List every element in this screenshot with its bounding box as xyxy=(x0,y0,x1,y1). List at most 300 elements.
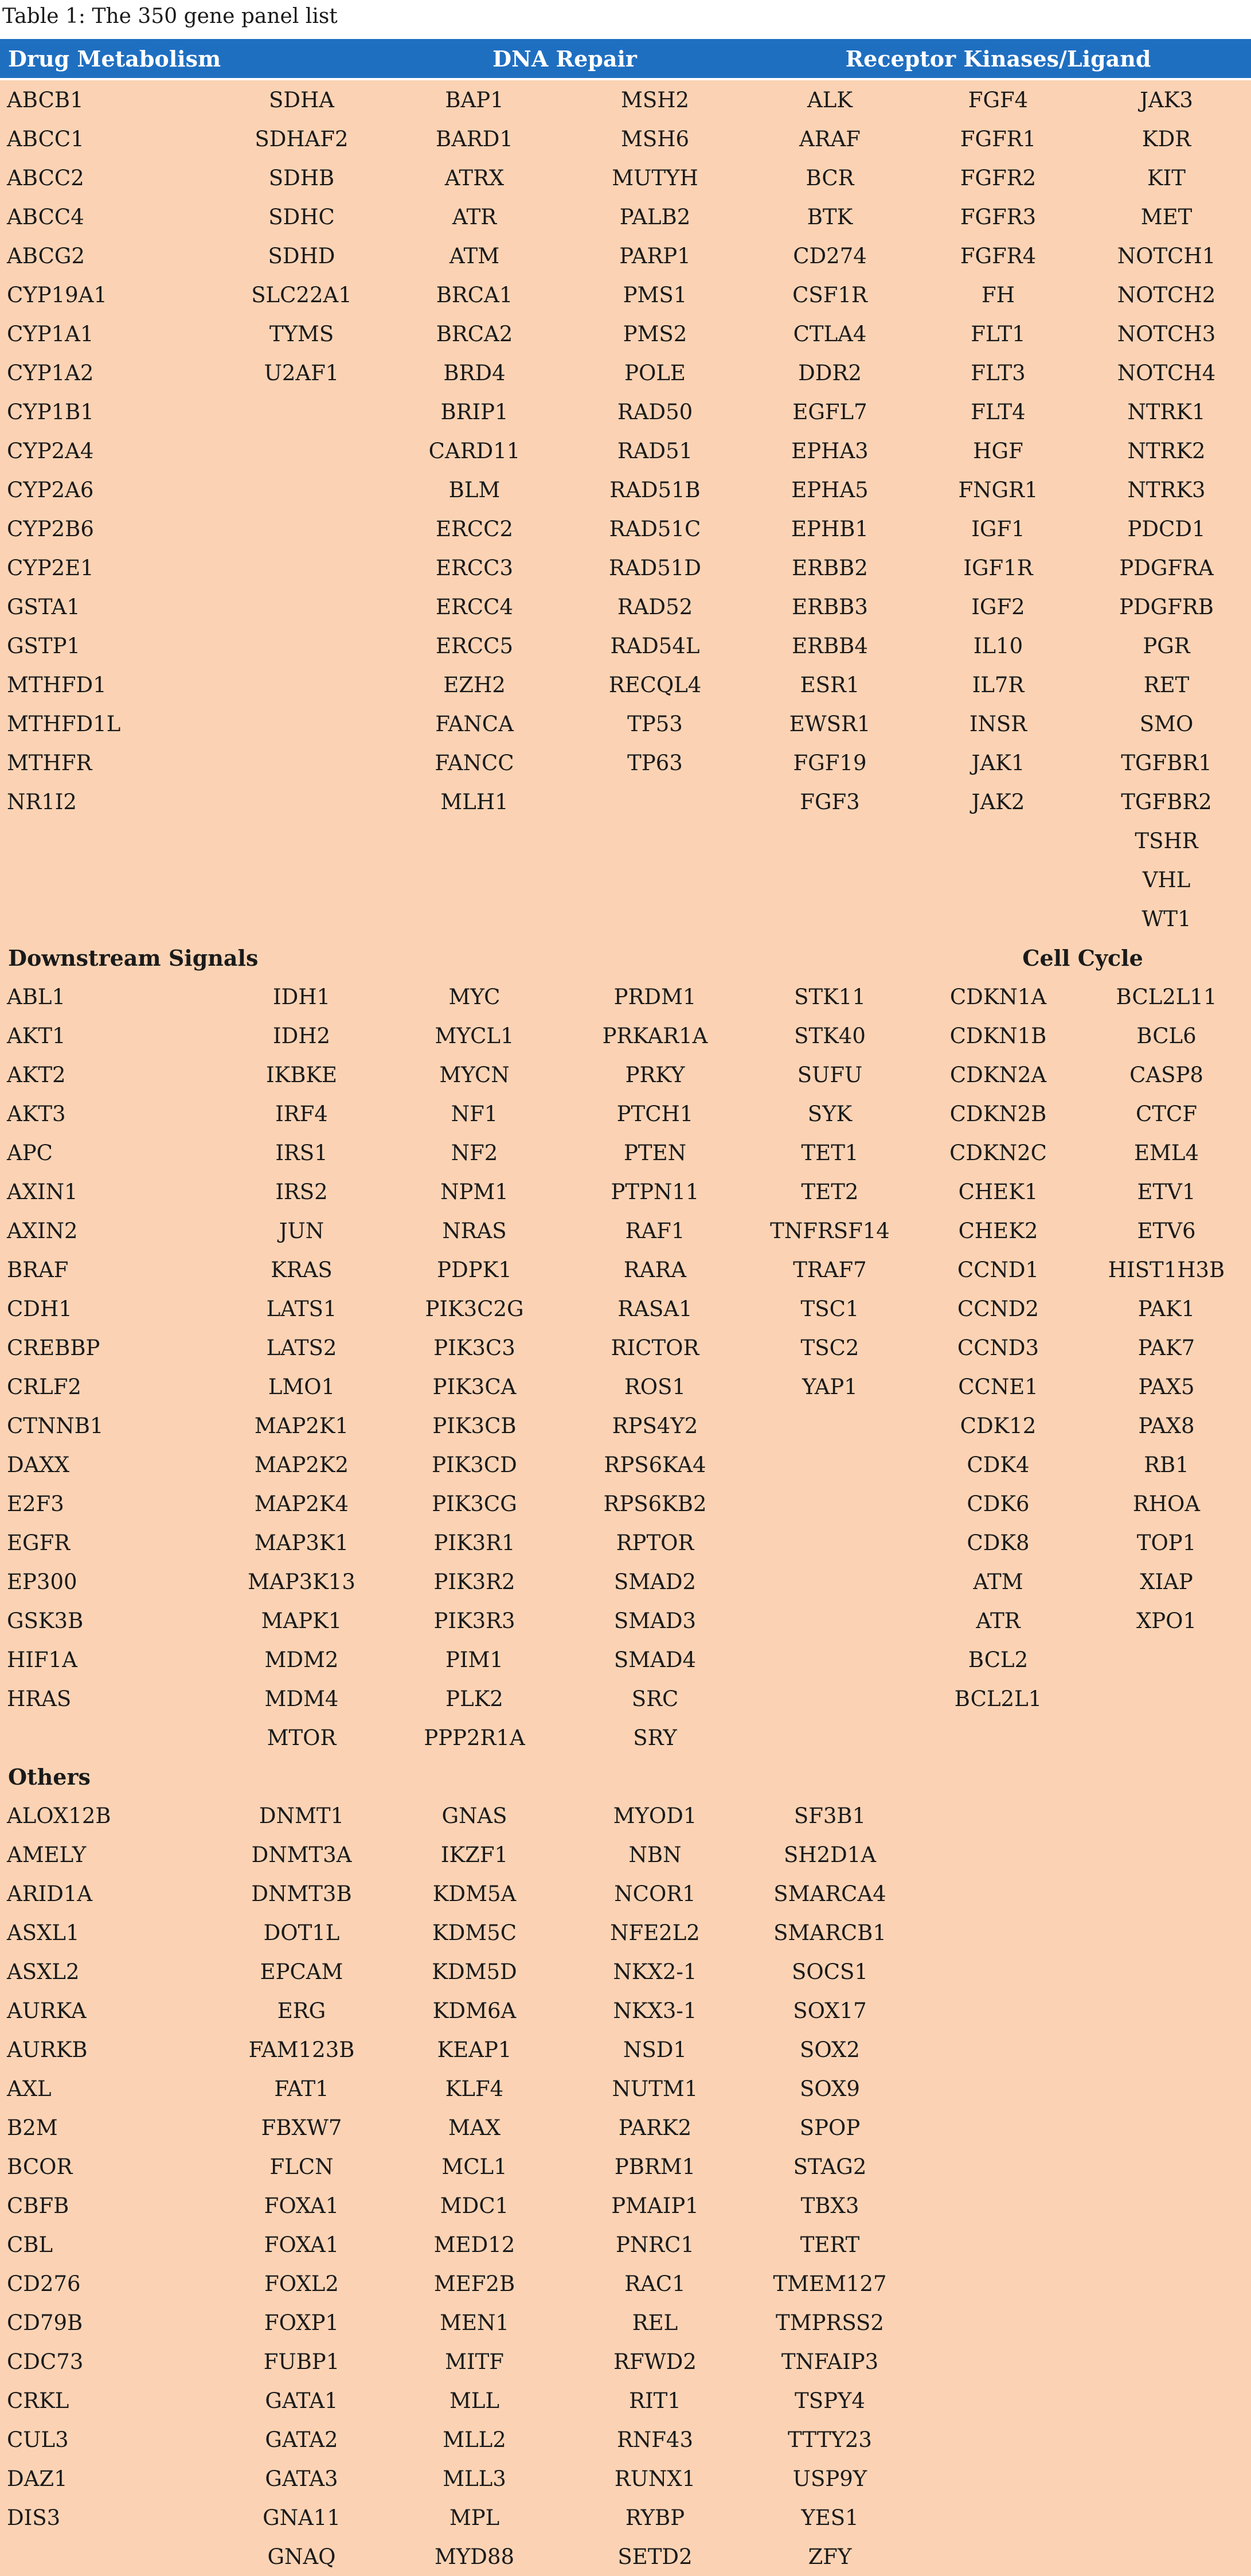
gene-cell: INSR xyxy=(969,711,1027,736)
table-row xyxy=(0,782,1251,821)
gene-cell: MLL xyxy=(449,2388,500,2413)
group-others-section xyxy=(0,1796,1251,2576)
gene-cell: MYCN xyxy=(439,1062,510,1087)
table-row xyxy=(0,587,1251,626)
gene-cell: ERG xyxy=(277,1998,326,2023)
gene-cell: TGFBR2 xyxy=(1121,789,1212,814)
gene-cell: RAD52 xyxy=(617,594,693,619)
gene-cell: SMAD4 xyxy=(613,1647,697,1672)
gene-cell xyxy=(914,1913,1082,1952)
gene-cell: SOCS1 xyxy=(792,1959,868,1984)
gene-cell: ATR xyxy=(976,1608,1021,1633)
gene-cell: NTRK1 xyxy=(1127,399,1206,424)
gene-cell xyxy=(219,392,384,431)
gene-cell: NF2 xyxy=(451,1140,498,1165)
gene-cell: ERBB3 xyxy=(792,594,868,619)
gene-cell: SF3B1 xyxy=(793,1803,866,1828)
gene-cell: RAC1 xyxy=(624,2271,686,2296)
header-drug-metabolism: Drug Metabolism xyxy=(0,39,384,79)
gene-cell xyxy=(384,821,565,860)
gene-cell: CBL xyxy=(7,2232,53,2257)
gene-cell: KLF4 xyxy=(445,2076,504,2101)
table-row xyxy=(0,1016,1251,1055)
gene-cell: ERCC2 xyxy=(435,516,514,541)
gene-cell: RICTOR xyxy=(611,1335,699,1360)
gene-cell: NTRK3 xyxy=(1127,477,1206,502)
gene-cell: MYD88 xyxy=(434,2544,515,2569)
gene-cell xyxy=(914,2108,1082,2147)
gene-cell: IDH1 xyxy=(272,984,331,1009)
gene-cell: SDHC xyxy=(268,204,335,229)
gene-cell: KDR xyxy=(1141,126,1191,151)
table-row xyxy=(0,1991,1251,2030)
gene-cell: MLH1 xyxy=(440,789,509,814)
gene-cell: LATS2 xyxy=(266,1335,337,1360)
gene-cell: RAD51D xyxy=(609,555,701,580)
gene-cell: CD276 xyxy=(7,2271,81,2296)
gene-cell: KDM6A xyxy=(432,1998,517,2023)
gene-cell: IRS1 xyxy=(275,1140,328,1165)
gene-cell: CHEK1 xyxy=(958,1179,1038,1204)
group-receptor-section xyxy=(0,79,1251,938)
gene-cell: FLCN xyxy=(269,2154,334,2179)
gene-cell: GATA1 xyxy=(265,2388,338,2413)
gene-cell: PLK2 xyxy=(445,1686,503,1711)
table-row xyxy=(0,392,1251,431)
gene-cell: ATRX xyxy=(444,165,505,190)
table-row xyxy=(0,2303,1251,2342)
gene-cell xyxy=(219,743,384,782)
gene-cell: RECQL4 xyxy=(608,672,702,697)
gene-cell xyxy=(565,899,745,938)
gene-cell: REL xyxy=(632,2310,678,2335)
gene-cell xyxy=(1082,1835,1251,1874)
gene-cell: NFE2L2 xyxy=(610,1920,700,1945)
gene-cell: PRKAR1A xyxy=(602,1023,708,1048)
gene-cell: CARD11 xyxy=(428,438,521,463)
gene-cell: DNMT3B xyxy=(251,1881,352,1906)
gene-cell: ARAF xyxy=(799,126,861,151)
gene-cell xyxy=(914,2030,1082,2069)
gene-cell: CCND3 xyxy=(957,1335,1039,1360)
gene-cell: MTHFD1 xyxy=(7,672,107,697)
gene-cell: RYBP xyxy=(625,2505,685,2530)
table-row xyxy=(0,1133,1251,1172)
gene-cell: BRCA1 xyxy=(436,282,513,307)
gene-cell: TSC1 xyxy=(800,1296,859,1321)
gene-cell xyxy=(219,665,384,704)
table-row xyxy=(0,1796,1251,1835)
gene-cell: EPCAM xyxy=(260,1959,343,1984)
gene-cell: IRF4 xyxy=(275,1101,328,1126)
gene-cell: FANCA xyxy=(435,711,514,736)
gene-cell: CDK12 xyxy=(960,1413,1037,1438)
gene-cell: NPM1 xyxy=(440,1179,509,1204)
table-header-row xyxy=(0,39,1251,79)
gene-cell: BCL2 xyxy=(968,1647,1029,1672)
gene-cell: PGR xyxy=(1143,633,1190,658)
gene-cell: APC xyxy=(7,1140,53,1165)
gene-cell: MPL xyxy=(449,2505,500,2530)
gene-cell xyxy=(219,899,384,938)
gene-cell xyxy=(914,860,1082,899)
gene-cell: MAPK1 xyxy=(261,1608,342,1633)
table-row xyxy=(0,509,1251,548)
gene-cell xyxy=(914,2069,1082,2108)
table-row xyxy=(0,1835,1251,1874)
gene-cell: ABCB1 xyxy=(7,87,84,112)
gene-cell: MYC xyxy=(448,984,501,1009)
gene-cell: RAD50 xyxy=(617,399,693,424)
gene-cell: MUTYH xyxy=(612,165,698,190)
gene-cell: HIF1A xyxy=(7,1647,77,1672)
gene-cell: EWSR1 xyxy=(789,711,871,736)
gene-cell: DDR2 xyxy=(798,360,862,385)
gene-cell: FAM123B xyxy=(248,2037,355,2062)
gene-cell: NOTCH2 xyxy=(1117,282,1216,307)
gene-cell: CRKL xyxy=(7,2388,69,2413)
gene-cell: BTK xyxy=(807,204,853,229)
gene-cell xyxy=(1082,2108,1251,2147)
section-row-downstream xyxy=(0,938,1251,977)
gene-cell xyxy=(1082,1952,1251,1991)
gene-cell: FOXA1 xyxy=(264,2193,339,2218)
gene-cell: CTLA4 xyxy=(793,321,867,346)
gene-cell xyxy=(0,899,219,938)
gene-cell: EML4 xyxy=(1134,1140,1199,1165)
gene-cell: RAF1 xyxy=(625,1218,685,1243)
gene-cell xyxy=(219,509,384,548)
table-row xyxy=(0,79,1251,119)
gene-cell: DNMT3A xyxy=(251,1842,352,1867)
gene-cell xyxy=(384,860,565,899)
gene-cell: PIK3C2G xyxy=(425,1296,524,1321)
gene-cell: ERCC3 xyxy=(435,555,514,580)
gene-cell: USP9Y xyxy=(792,2466,867,2491)
gene-cell: TGFBR1 xyxy=(1121,750,1212,775)
gene-cell: SMAD3 xyxy=(613,1608,697,1633)
gene-cell: CYP1B1 xyxy=(7,399,94,424)
gene-cell: XPO1 xyxy=(1136,1608,1197,1633)
gene-cell: SPOP xyxy=(799,2115,861,2140)
gene-cell: E2F3 xyxy=(7,1491,64,1516)
gene-cell: PNRC1 xyxy=(616,2232,694,2257)
gene-cell: JAK2 xyxy=(971,789,1025,814)
gene-cell xyxy=(1082,1679,1251,1718)
gene-cell: TMPRSS2 xyxy=(776,2310,884,2335)
gene-cell: STK11 xyxy=(794,984,866,1009)
gene-cell: IRS2 xyxy=(275,1179,328,1204)
table-row xyxy=(0,743,1251,782)
table-row xyxy=(0,470,1251,509)
gene-cell: CYP2E1 xyxy=(7,555,94,580)
gene-cell: PARK2 xyxy=(618,2115,692,2140)
gene-cell: CCND1 xyxy=(957,1257,1039,1282)
table-caption: Table 1: The 350 gene panel list xyxy=(0,0,1251,39)
gene-cell: VHL xyxy=(1142,867,1191,892)
gene-cell: ALOX12B xyxy=(7,1803,111,1828)
gene-cell: GNAQ xyxy=(267,2544,336,2569)
gene-cell xyxy=(914,2264,1082,2303)
gene-cell: EPHB1 xyxy=(791,516,869,541)
gene-cell: RPS4Y2 xyxy=(612,1413,698,1438)
gene-cell: FGFR2 xyxy=(960,165,1037,190)
gene-cell: PAX8 xyxy=(1138,1413,1195,1438)
table-row xyxy=(0,548,1251,587)
gene-cell: ARID1A xyxy=(7,1881,93,1906)
gene-cell: ZFY xyxy=(808,2544,852,2569)
gene-cell xyxy=(745,1718,914,1757)
gene-cell: FUBP1 xyxy=(263,2349,340,2374)
gene-cell xyxy=(745,1601,914,1640)
gene-cell: AKT2 xyxy=(7,1062,66,1087)
gene-cell: DIS3 xyxy=(7,2505,61,2530)
gene-cell: CYP1A1 xyxy=(7,321,94,346)
gene-cell: PRKY xyxy=(625,1062,685,1087)
gene-cell: CDH1 xyxy=(7,1296,72,1321)
gene-cell: LATS1 xyxy=(266,1296,337,1321)
gene-cell: FLT1 xyxy=(971,321,1026,346)
gene-cell: MSH6 xyxy=(620,126,690,151)
gene-cell: CHEK2 xyxy=(958,1218,1038,1243)
gene-cell: EPHA3 xyxy=(791,438,869,463)
section-others: Others xyxy=(8,1763,91,1790)
gene-cell xyxy=(914,1835,1082,1874)
table-row xyxy=(0,2225,1251,2264)
table-row xyxy=(0,314,1251,353)
gene-cell: KRAS xyxy=(271,1257,333,1282)
gene-cell: SOX9 xyxy=(800,2076,860,2101)
table-row xyxy=(0,1367,1251,1406)
gene-cell: NBN xyxy=(628,1842,682,1867)
table-row xyxy=(0,431,1251,470)
gene-cell: PMS2 xyxy=(623,321,687,346)
gene-cell: NF1 xyxy=(451,1101,498,1126)
table-row xyxy=(0,1562,1251,1601)
gene-cell: RFWD2 xyxy=(613,2349,697,2374)
gene-cell xyxy=(914,2147,1082,2186)
gene-cell xyxy=(1082,1991,1251,2030)
gene-cell: MEF2B xyxy=(433,2271,515,2296)
gene-cell: SLC22A1 xyxy=(251,282,352,307)
gene-cell: CRLF2 xyxy=(7,1374,81,1399)
gene-cell: BCL2L1 xyxy=(954,1686,1042,1711)
gene-cell: CD79B xyxy=(7,2310,83,2335)
gene-cell: MLL2 xyxy=(443,2427,506,2452)
gene-cell: ATR xyxy=(452,204,497,229)
gene-cell: FGFR1 xyxy=(960,126,1037,151)
gene-cell xyxy=(565,782,745,821)
gene-cell: TNFRSF14 xyxy=(770,1218,890,1243)
gene-cell: TNFAIP3 xyxy=(781,2349,879,2374)
gene-cell: AXIN2 xyxy=(7,1218,78,1243)
table-row xyxy=(0,2264,1251,2303)
gene-cell: CDKN2C xyxy=(949,1140,1047,1165)
gene-cell: RB1 xyxy=(1144,1452,1189,1477)
gene-cell xyxy=(219,821,384,860)
gene-cell: SRY xyxy=(633,1725,677,1750)
gene-cell: SOX2 xyxy=(800,2037,860,2062)
gene-cell xyxy=(914,2342,1082,2381)
gene-cell: PBRM1 xyxy=(614,2154,696,2179)
table-row xyxy=(0,353,1251,392)
gene-cell: RAD51C xyxy=(609,516,701,541)
gene-cell xyxy=(745,821,914,860)
table-row xyxy=(0,1874,1251,1913)
gene-cell: TBX3 xyxy=(800,2193,859,2218)
gene-cell: MITF xyxy=(445,2349,504,2374)
gene-cell: BCL2L11 xyxy=(1116,984,1217,1009)
gene-cell: MET xyxy=(1140,204,1193,229)
gene-cell: SH2D1A xyxy=(783,1842,877,1867)
gene-cell: PAX5 xyxy=(1138,1374,1195,1399)
gene-cell xyxy=(1082,1640,1251,1679)
gene-cell: MAP2K1 xyxy=(254,1413,349,1438)
header-dna-repair: DNA Repair xyxy=(384,39,745,79)
gene-cell xyxy=(1082,2225,1251,2264)
gene-cell: MAP2K2 xyxy=(254,1452,349,1477)
gene-cell: NKX2-1 xyxy=(613,1959,697,1984)
table-row xyxy=(0,2459,1251,2498)
gene-cell xyxy=(565,821,745,860)
table-row xyxy=(0,1406,1251,1445)
table-row xyxy=(0,626,1251,665)
gene-cell: PIK3R3 xyxy=(433,1608,515,1633)
gene-cell: CYP1A2 xyxy=(7,360,94,385)
gene-cell: XIAP xyxy=(1140,1569,1193,1594)
table-row xyxy=(0,2186,1251,2225)
gene-cell: U2AF1 xyxy=(264,360,339,385)
table-row xyxy=(0,1601,1251,1640)
gene-cell xyxy=(1082,1796,1251,1835)
table-row xyxy=(0,158,1251,197)
gene-cell: CTCF xyxy=(1136,1101,1197,1126)
gene-cell: FGFR3 xyxy=(960,204,1037,229)
gene-cell xyxy=(914,2537,1082,2576)
gene-cell: MAP2K4 xyxy=(254,1491,349,1516)
gene-cell: PTPN11 xyxy=(611,1179,699,1204)
table-row xyxy=(0,1484,1251,1523)
gene-cell: BRCA2 xyxy=(436,321,513,346)
gene-cell: CDKN1A xyxy=(949,984,1047,1009)
gene-cell: CBFB xyxy=(7,2193,69,2218)
gene-cell: ESR1 xyxy=(800,672,860,697)
gene-cell: RARA xyxy=(623,1257,687,1282)
gene-cell: EZH2 xyxy=(443,672,506,697)
gene-cell: RPS6KB2 xyxy=(603,1491,707,1516)
gene-cell: YAP1 xyxy=(802,1374,858,1399)
gene-cell: FNGR1 xyxy=(958,477,1038,502)
table-row xyxy=(0,665,1251,704)
gene-cell: CDK8 xyxy=(967,1530,1030,1555)
gene-cell xyxy=(219,470,384,509)
table-row xyxy=(0,1523,1251,1562)
gene-cell xyxy=(745,1640,914,1679)
gene-cell: TERT xyxy=(800,2232,860,2257)
gene-cell: GSTA1 xyxy=(7,594,80,619)
gene-cell: ERCC4 xyxy=(435,594,514,619)
table-row xyxy=(0,2498,1251,2537)
gene-cell: TP53 xyxy=(627,711,683,736)
gene-cell xyxy=(0,2537,219,2576)
gene-cell: CSF1R xyxy=(792,282,867,307)
gene-cell: RAD51B xyxy=(609,477,701,502)
gene-cell xyxy=(914,1874,1082,1913)
gene-cell: DAXX xyxy=(7,1452,70,1477)
gene-cell: MDM2 xyxy=(264,1647,339,1672)
table-row xyxy=(0,236,1251,275)
gene-cell: NUTM1 xyxy=(612,2076,698,2101)
gene-cell xyxy=(219,548,384,587)
table-row xyxy=(0,1913,1251,1952)
gene-cell xyxy=(914,1952,1082,1991)
gene-cell: STK40 xyxy=(794,1023,866,1048)
section-row-others xyxy=(0,1757,1251,1796)
gene-cell: HIST1H3B xyxy=(1108,1257,1225,1282)
gene-cell: CDKN2B xyxy=(949,1101,1047,1126)
gene-cell xyxy=(914,2420,1082,2459)
gene-cell: NSD1 xyxy=(623,2037,687,2062)
gene-cell: SMARCA4 xyxy=(773,1881,886,1906)
gene-cell xyxy=(745,1406,914,1445)
gene-cell: BARD1 xyxy=(436,126,513,151)
gene-cell: FLT3 xyxy=(971,360,1026,385)
table-row xyxy=(0,1640,1251,1679)
gene-cell xyxy=(745,899,914,938)
gene-cell xyxy=(914,2186,1082,2225)
gene-cell: AURKB xyxy=(7,2037,88,2062)
gene-cell: ERBB4 xyxy=(792,633,868,658)
gene-cell: SRC xyxy=(631,1686,679,1711)
table-row xyxy=(0,2030,1251,2069)
gene-cell: FOXL2 xyxy=(264,2271,339,2296)
gene-cell: TET2 xyxy=(801,1179,859,1204)
gene-cell: CASP8 xyxy=(1129,1062,1203,1087)
gene-cell xyxy=(1082,2147,1251,2186)
gene-cell: IKZF1 xyxy=(440,1842,509,1867)
gene-cell: NTRK2 xyxy=(1127,438,1206,463)
gene-cell xyxy=(0,821,219,860)
gene-cell: HGF xyxy=(973,438,1023,463)
section-cell-cycle: Cell Cycle xyxy=(1022,944,1143,971)
gene-cell: BCL6 xyxy=(1136,1023,1197,1048)
gene-cell: ABCC2 xyxy=(7,165,84,190)
gene-cell: CYP19A1 xyxy=(7,282,107,307)
header-receptor-kinases: Receptor Kinases/Ligand xyxy=(745,39,1251,79)
table-row xyxy=(0,821,1251,860)
gene-cell: RAD51 xyxy=(617,438,693,463)
gene-cell: GATA3 xyxy=(265,2466,338,2491)
gene-cell: PDGFRB xyxy=(1119,594,1214,619)
gene-cell: IKBKE xyxy=(265,1062,338,1087)
gene-cell: ABCC4 xyxy=(7,204,84,229)
gene-cell: BCR xyxy=(806,165,854,190)
gene-cell xyxy=(745,1484,914,1523)
gene-cell xyxy=(745,860,914,899)
gene-cell: BRAF xyxy=(7,1257,69,1282)
gene-cell: PIK3R2 xyxy=(433,1569,515,1594)
gene-cell: EPHA5 xyxy=(791,477,869,502)
gene-cell: GNA11 xyxy=(263,2505,341,2530)
gene-cell: ABL1 xyxy=(7,984,66,1009)
gene-cell: FGFR4 xyxy=(960,243,1037,268)
gene-cell: AKT1 xyxy=(7,1023,66,1048)
gene-cell: NKX3-1 xyxy=(613,1998,697,2023)
gene-cell: RAD54L xyxy=(610,633,700,658)
gene-cell: ETV1 xyxy=(1137,1179,1196,1204)
gene-cell xyxy=(219,431,384,470)
gene-cell: STAG2 xyxy=(793,2154,867,2179)
